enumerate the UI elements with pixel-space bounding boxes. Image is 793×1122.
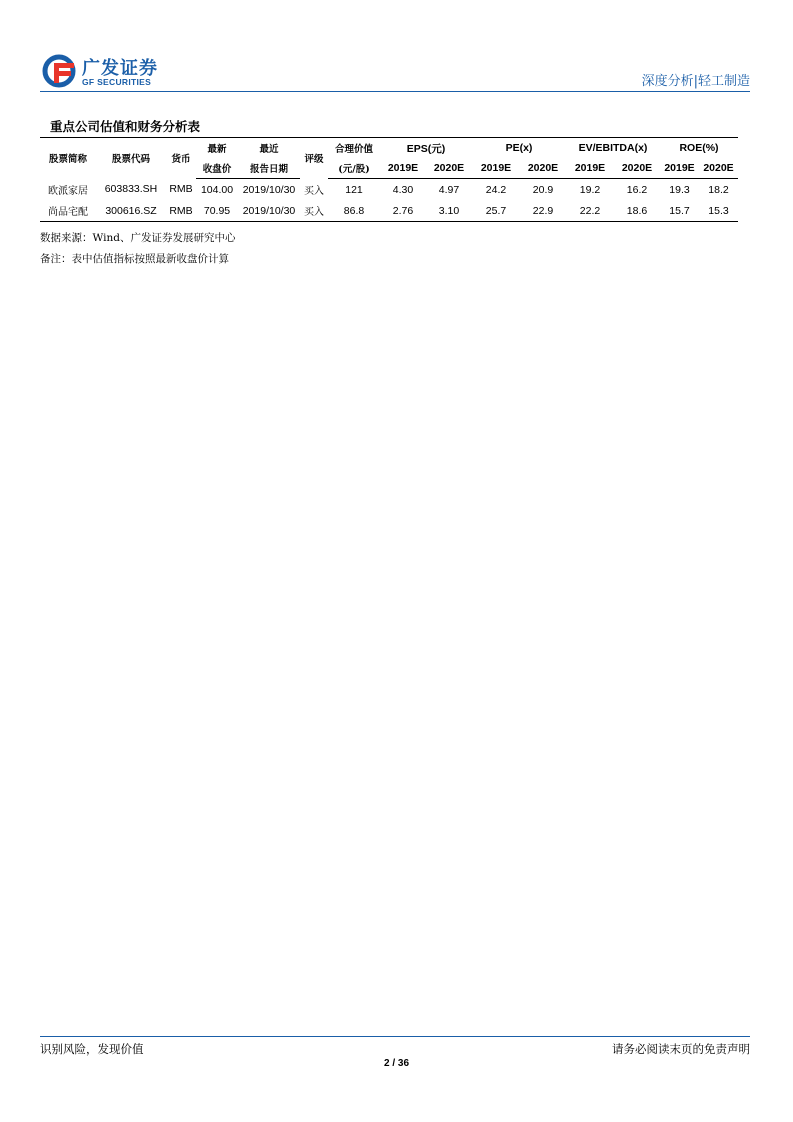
cell-ev-2020e: 18.6 — [626, 204, 648, 217]
cell-pe-2019e: 25.7 — [485, 204, 507, 217]
cell-close: 104.00 — [200, 183, 234, 196]
footer-disclaimer-link: 请务必阅读末页的免责声明 — [612, 1042, 750, 1056]
cell-name: 尚品宅配 — [48, 207, 88, 218]
page-number: 2 / 36 — [383, 1058, 410, 1069]
cell-eps-2019e: 2.76 — [392, 204, 414, 217]
cell-eps-2020e: 3.10 — [438, 204, 460, 217]
cell-eps-2019e: 4.30 — [392, 183, 414, 196]
cell-roe-2020e: 15.3 — [708, 204, 729, 217]
cell-ev-2019e: 19.2 — [579, 183, 601, 196]
cell-roe-2019e: 19.3 — [669, 183, 690, 196]
header-roe-2020e: 2020E — [699, 158, 738, 179]
gf-logo-icon — [42, 54, 76, 88]
header-pe-2020e: 2020E — [520, 158, 566, 179]
header-ev-2020e: 2020E — [614, 158, 660, 179]
cell-close: 70.95 — [203, 204, 231, 217]
header-eps-2019e: 2019E — [380, 158, 426, 179]
cell-name: 欧派家居 — [48, 185, 88, 197]
header-code: 股票代码 — [111, 154, 150, 166]
logo-text-en: GF SECURITIES — [82, 77, 152, 87]
cell-date: 2019/10/30 — [242, 204, 296, 217]
header-currency: 货币 — [171, 154, 191, 166]
cell-eps-2020e: 4.97 — [438, 183, 460, 196]
header-pe: PE(x) — [505, 142, 533, 154]
footer-slogan: 识别风险，发现价值 — [40, 1042, 144, 1056]
company-logo — [42, 54, 182, 90]
header-pe-2019e: 2019E — [472, 158, 520, 179]
cell-fair: 86.8 — [343, 204, 365, 217]
cell-date: 2019/10/30 — [242, 183, 296, 196]
header-close-top: 最新 — [207, 144, 227, 155]
cell-rating: 买入 — [304, 207, 324, 218]
cell-rating: 买入 — [304, 185, 324, 197]
table-title: 重点公司估值和财务分析表 — [50, 119, 201, 134]
header-name: 股票简称 — [48, 154, 87, 166]
cell-currency: RMB — [169, 183, 193, 196]
cell-pe-2020e: 20.9 — [532, 183, 554, 196]
header-roe: ROE(%) — [679, 142, 719, 154]
cell-ev-2019e: 22.2 — [579, 204, 601, 217]
header-eps: EPS(元) — [406, 142, 446, 155]
data-source: 数据来源：Wind、广发证券发展研究中心 — [40, 232, 236, 244]
header-close-bottom: 收盘价 — [196, 158, 238, 179]
table-row — [40, 179, 738, 201]
cell-ev-2020e: 16.2 — [626, 183, 648, 196]
page-header — [40, 52, 750, 92]
cell-pe-2020e: 22.9 — [532, 204, 554, 217]
cell-code: 603833.SH — [104, 183, 158, 196]
cell-pe-2019e: 24.2 — [485, 183, 507, 196]
logo-text-cn: 广发证券 — [82, 58, 158, 79]
header-divider — [40, 91, 750, 92]
footer-divider — [40, 1036, 750, 1037]
table-row — [40, 200, 738, 222]
header-ev-2019e: 2019E — [566, 158, 614, 179]
report-category: 深度分析|轻工制造 — [641, 74, 750, 89]
cell-roe-2019e: 15.7 — [669, 204, 690, 217]
header-eps-2020e: 2020E — [426, 158, 472, 179]
header-fair-bottom: (元/股) — [328, 158, 380, 179]
table-header-row-1 — [40, 138, 738, 159]
cell-currency: RMB — [169, 204, 193, 217]
header-date-bottom: 报告日期 — [238, 158, 300, 179]
header-date-top: 最近 — [259, 144, 279, 155]
cell-code: 300616.SZ — [105, 204, 157, 217]
cell-fair: 121 — [345, 183, 363, 196]
table-notes — [40, 228, 235, 270]
cell-roe-2020e: 18.2 — [708, 183, 729, 196]
header-fair-top: 合理价值 — [334, 144, 373, 155]
header-ev-ebitda: EV/EBITDA(x) — [578, 142, 648, 154]
header-roe-2019e: 2019E — [660, 158, 699, 179]
table-remark: 备注：表中估值指标按照最新收盘价计算 — [40, 253, 229, 265]
header-rating: 评级 — [304, 154, 324, 166]
valuation-table — [40, 137, 738, 222]
